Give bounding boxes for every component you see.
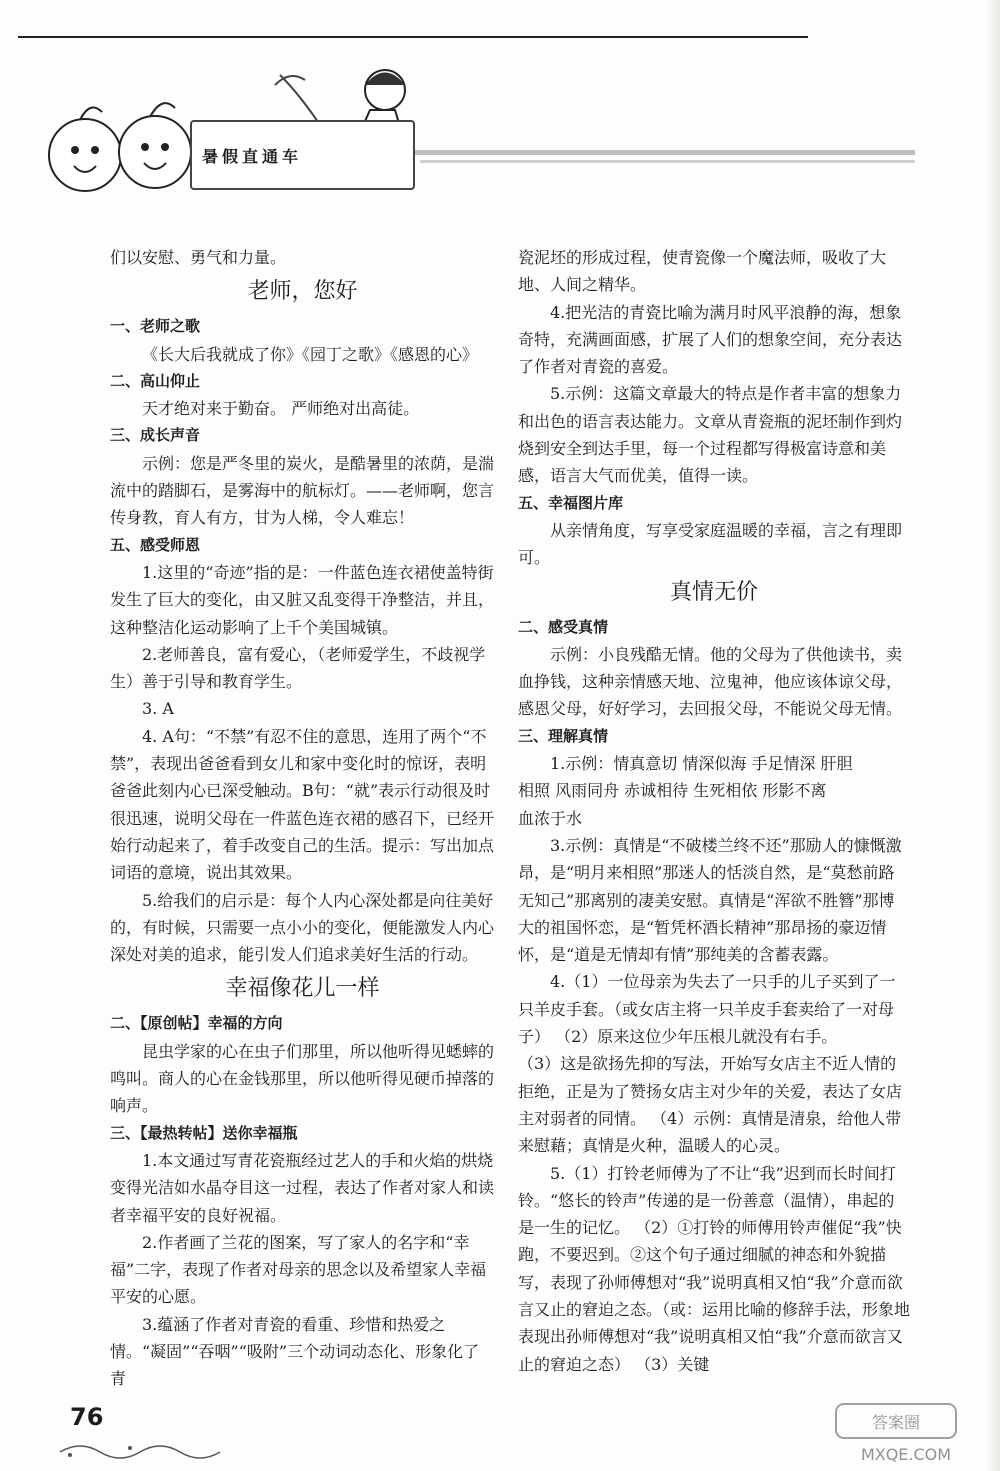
heading: 五、感受师恩 — [110, 535, 201, 554]
heading: 二、高山仰止 — [110, 371, 201, 390]
paragraph: 1.这里的“奇迹”指的是：一件蓝色连衣裙使盖特街发生了巨大的变化，由又脏又乱变得干净整洁，并且，这种整洁化运动影响了上千个美国城镇。 — [110, 562, 495, 637]
paragraph: 瓷泥坯的形成过程，使青瓷像一个魔法师，吸收了大地、人间之精华。 — [518, 248, 887, 295]
heading: 二、【原创帖】幸福的方向 — [110, 1014, 283, 1033]
paragraph: 1.示例：情真意切 情深似海 手足情深 肝胆 — [550, 754, 853, 774]
watermark-top-text: 答案圈 — [871, 1413, 921, 1432]
page-number: 76 — [70, 1403, 104, 1431]
left-column — [110, 244, 495, 1393]
paragraph: 血浓于水 — [518, 808, 583, 828]
paragraph: 4. A句：“不禁”有忍不住的意思，连用了两个“不禁”，表现出爸爸看到女儿和家中变化时的惊讶，表明爸爸此刻内心已深受触动。B句：“就”表示行动很及时很迅速，说明父母在一件蓝色连衣裙的感召下，已经开始行动起来了，着手改变自己的生活。提示：写出加点词语的意境，说出其效果。 — [110, 726, 495, 883]
top-rule — [18, 36, 808, 38]
watermark-bottom-text: MXQE.COM — [860, 1445, 952, 1464]
paragraph: 示例：小良残酷无情。他的父母为了供他读书，卖血挣钱，这种亲情感天地、泣鬼神，他应该体谅父母，感恩父母，好好学习，去回报父母，不能说父母无情。 — [518, 644, 903, 719]
paragraph: 天才绝对来于勤奋。 严师绝对出高徒。 — [142, 399, 420, 419]
heading: 二、感受真情 — [518, 617, 609, 636]
paragraph: 5.（1）打铃老师傅为了不让“我”迟到而长时间打铃。“悠长的铃声”传递的是一份善意（温情），串起的是一生的记忆。 （2）①打铃的师傅用铃声催促“我”快跑，不要迟到。②这个句子通过细腻的神态和外貌描写，表现了孙师傅想对“我”说明真相又怕“我”介意而欲言又止的窘迫之态。（或：运用比喻的修辞手法，形象地表现出孙师傅想对“我”说明真相又怕“我”介意而欲言又止的窘迫之态） （3）关键 — [518, 1163, 911, 1374]
header-title: 暑假直通车 — [202, 146, 303, 166]
heading: 三、成长声音 — [110, 426, 201, 445]
heading: 三、【最热转帖】送你幸福瓶 — [110, 1123, 298, 1142]
paragraph: 4.把光洁的青瓷比喻为满月时风平浪静的海，想象奇特，充满画面感，扩展了人们的想象空间，充分表达了作者对青瓷的喜爱。 — [518, 302, 903, 377]
paragraph: 4.（1）一位母亲为失去了一只手的儿子买到了一只羊皮手套。（或女店主将一只羊皮手套卖给了一对母子） （2）原来这位少年压根儿就没有右手。 — [518, 972, 896, 1047]
footer-decoration — [60, 1440, 250, 1460]
section-title-happiness: 幸福像花儿一样 — [225, 976, 380, 1002]
paragraph: 3. A — [142, 699, 174, 719]
fruit-mascots-illustration — [40, 90, 200, 200]
paragraph: 2.作者画了兰花的图案，写了家人的名字和“幸福”二字，表现了作者对母亲的思念以及希望家人幸福平安的心愿。 — [110, 1232, 487, 1307]
paragraph: 相照 风雨同舟 赤诚相待 生死相依 形影不离 — [518, 781, 827, 801]
paragraph: 昆虫学家的心在虫子们那里，所以他听得见蟋蟀的鸣叫。商人的心在金钱那里，所以他听得见硬币掉落的响声。 — [110, 1041, 495, 1116]
paragraph: 3.蕴涵了作者对青瓷的看重、珍惜和热爱之情。“凝固”“吞咽”“吸附”三个动词动态化、形象化了青 — [110, 1314, 480, 1389]
watermark — [826, 1400, 986, 1470]
section-title-true-feelings: 真情无价 — [669, 579, 758, 605]
header-title-box — [190, 120, 415, 190]
paragraph: 2.老师善良，富有爱心，（老师爱学生，不歧视学生）善于引导和教育学生。 — [110, 644, 486, 692]
paragraph: 5.示例：这篇文章最大的特点是作者丰富的想象力和出色的语言表达能力。文章从青瓷瓶的泥坯制作到灼烧到安全到达手里，每一个过程都写得极富诗意和美感，语言大气而优美，值得一读。 — [518, 384, 903, 486]
paragraph: （3）这是欲扬先抑的写法，开始写女店主不近人情的拒绝，正是为了赞扬女店主对少年的关爱，表达了女店主对弱者的同情。 （4）示例：真情是清泉，给他人带来慰藉；真情是火种，温暖人的心灵。 — [518, 1054, 903, 1156]
paragraph: 示例：您是严冬里的炭火，是酷暑里的浓荫，是湍流中的踏脚石，是雾海中的航标灯。——老师啊，您言传身教，育人有方，甘为人梯，令人难忘！ — [110, 453, 495, 528]
header-band-secondary — [420, 160, 915, 163]
heading: 三、理解真情 — [518, 726, 609, 745]
paragraph: 5.给我们的启示是：每个人内心深处都是向往美好的，有时候，只需要一点小小的变化，便能激发人内心深处对美的追求，能引发人们追求美好生活的行动。 — [110, 890, 495, 965]
intro-line: 们以安慰、勇气和力量。 — [110, 248, 287, 267]
heading: 一、老师之歌 — [110, 317, 201, 336]
paragraph: 《长大后我就成了你》《园丁之歌》《感恩的心》 — [142, 344, 479, 364]
paragraph: 3.示例：真情是“不破楼兰终不还”那励人的慷慨激昂，是“明月来相照”那迷人的恬淡自然，是“莫愁前路无知己”那离别的凄美安慰。真情是“浑欲不胜簪”那博大的祖国怀恋，是“暂凭杯酒长精神”那昂扬的豪迈情怀，是“道是无情却有情”那纯美的含蓄表露。 — [518, 835, 902, 965]
paragraph: 1.本文通过写青花瓷瓶经过艺人的手和火焰的烘烧变得光洁如水晶夺目这一过程，表达了作者对家人和读者幸福平安的良好祝福。 — [110, 1150, 495, 1225]
heading: 五、幸福图片库 — [518, 493, 624, 512]
paragraph: 从亲情角度，写享受家庭温暖的幸福，言之有理即可。 — [518, 520, 903, 568]
right-column — [518, 244, 910, 1378]
page-edge-shadow — [986, 0, 1000, 1471]
section-title-teacher: 老师，您好 — [247, 279, 358, 305]
